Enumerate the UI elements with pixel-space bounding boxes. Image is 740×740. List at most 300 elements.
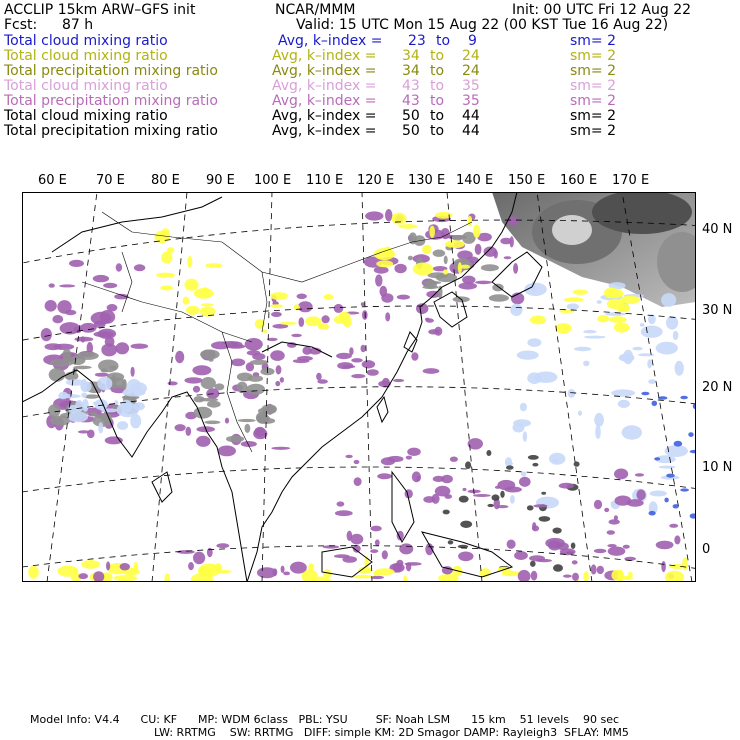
purple-cloud-patch xyxy=(116,263,122,271)
purple-cloud-patch xyxy=(316,373,322,380)
purple-cloud-patch xyxy=(484,247,497,257)
field-name: Total cloud mixing ratio xyxy=(4,78,168,94)
yellow-cloud-patch xyxy=(270,292,288,300)
lightblue-cloud-patch xyxy=(632,347,642,351)
field-k-end: 24 xyxy=(462,63,480,79)
purple-cloud-patch xyxy=(434,327,442,336)
yellow-cloud-patch xyxy=(609,316,627,323)
purple-cloud-patch xyxy=(354,460,360,464)
lightblue-cloud-patch xyxy=(82,399,89,412)
purple-cloud-patch xyxy=(335,510,353,516)
field-name: Total cloud mixing ratio xyxy=(4,33,168,49)
dark-cloud-patch xyxy=(448,540,454,544)
purple-cloud-patch xyxy=(393,379,404,382)
purple-cloud-patch xyxy=(283,572,290,576)
field-name: Total precipitation mixing ratio xyxy=(4,93,218,109)
yellow-cloud-patch xyxy=(611,570,623,581)
purple-cloud-patch xyxy=(392,563,402,572)
purple-cloud-patch xyxy=(271,447,290,450)
yellow-cloud-patch xyxy=(443,269,448,274)
gray-cloud-patch xyxy=(201,377,216,389)
purple-cloud-patch xyxy=(433,476,445,482)
lightblue-cloud-patch xyxy=(611,389,635,396)
blue-cloud-patch xyxy=(666,474,675,478)
field-averaging: Avg, k–index = xyxy=(272,63,377,79)
longitude-label: 110 E xyxy=(306,173,344,188)
purple-cloud-patch xyxy=(623,545,630,549)
lightblue-cloud-patch xyxy=(648,379,656,384)
model-info-line2: LW: RRTMG SW: RRTMG DIFF: simple KM: 2D Smagor DAMP: Rayleigh3 SFLAY: MM5 xyxy=(154,726,629,739)
forecast-map xyxy=(22,192,696,582)
purple-cloud-patch xyxy=(399,543,413,554)
forecast-hour: 87 h xyxy=(62,17,94,33)
field-k-end: 35 xyxy=(462,93,480,109)
purple-cloud-patch xyxy=(370,526,381,532)
lightblue-cloud-patch xyxy=(574,347,591,351)
purple-cloud-patch xyxy=(175,351,184,363)
latitude-label: 10 N xyxy=(702,460,733,475)
yellow-cloud-patch xyxy=(375,568,395,575)
yellow-cloud-patch xyxy=(57,566,78,577)
dark-cloud-patch xyxy=(574,461,580,466)
dark-cloud-patch xyxy=(459,496,469,503)
purple-cloud-patch xyxy=(504,256,512,259)
purple-cloud-patch xyxy=(252,353,265,360)
purple-cloud-patch xyxy=(94,331,114,337)
purple-cloud-patch xyxy=(656,541,674,550)
gray-cloud-patch xyxy=(204,421,220,425)
purple-cloud-patch xyxy=(594,549,607,553)
lightblue-cloud-patch xyxy=(650,491,667,497)
lightblue-cloud-patch xyxy=(595,425,601,439)
purple-cloud-patch xyxy=(93,571,104,582)
purple-cloud-patch xyxy=(597,566,604,574)
gray-cloud-patch xyxy=(110,366,117,370)
lightblue-cloud-patch xyxy=(584,336,606,339)
yellow-cloud-patch xyxy=(353,575,374,579)
longitude-label: 120 E xyxy=(357,173,395,188)
purple-cloud-patch xyxy=(365,211,383,220)
blue-cloud-patch xyxy=(654,457,660,460)
gray-cloud-patch xyxy=(101,368,108,372)
gray-cloud-patch xyxy=(452,235,463,240)
lightblue-cloud-patch xyxy=(597,300,602,304)
purple-cloud-patch xyxy=(225,418,229,424)
lightblue-cloud-patch xyxy=(659,466,676,469)
purple-cloud-patch xyxy=(397,295,410,300)
yellow-cloud-patch xyxy=(160,286,173,291)
gray-cloud-patch xyxy=(245,424,251,433)
lightblue-cloud-patch xyxy=(506,462,513,465)
purple-cloud-patch xyxy=(458,552,473,562)
yellow-cloud-patch xyxy=(183,297,190,305)
gray-cloud-patch xyxy=(481,264,499,271)
yellow-cloud-patch xyxy=(324,294,334,300)
purple-cloud-patch xyxy=(186,427,192,436)
purple-cloud-patch xyxy=(475,281,492,285)
purple-cloud-patch xyxy=(93,275,109,282)
field-k-start: 23 xyxy=(408,33,426,49)
yellow-cloud-patch xyxy=(156,273,175,278)
blue-cloud-patch xyxy=(649,511,656,516)
purple-cloud-patch xyxy=(514,551,528,560)
purple-cloud-patch xyxy=(354,477,362,486)
field-averaging: Avg, k–index = xyxy=(272,108,377,124)
purple-cloud-patch xyxy=(406,456,412,460)
lightblue-cloud-patch xyxy=(567,303,579,309)
longitude-label: 80 E xyxy=(151,173,180,188)
purple-cloud-patch xyxy=(298,301,313,312)
blue-cloud-patch xyxy=(680,396,688,400)
purple-cloud-patch xyxy=(59,284,75,287)
yellow-cloud-patch xyxy=(682,557,688,570)
purple-cloud-patch xyxy=(545,538,565,548)
purple-cloud-patch xyxy=(361,345,366,352)
field-k-to: to xyxy=(430,108,445,124)
purple-cloud-patch xyxy=(614,469,628,480)
gray-cloud-patch xyxy=(433,250,446,257)
dark-cloud-patch xyxy=(539,516,551,522)
field-smoothing: sm= 2 xyxy=(570,108,617,124)
yellow-cloud-patch xyxy=(628,572,633,577)
purple-cloud-patch xyxy=(297,356,313,361)
purple-cloud-patch xyxy=(604,508,609,512)
field-k-to: to xyxy=(430,123,445,139)
field-k-to: to xyxy=(430,93,445,109)
purple-cloud-patch xyxy=(231,359,245,367)
longitude-label: 70 E xyxy=(96,173,125,188)
purple-cloud-patch xyxy=(531,571,538,581)
lightblue-cloud-patch xyxy=(81,393,87,398)
yellow-cloud-patch xyxy=(564,297,584,302)
field-averaging: Avg, k–index = xyxy=(272,48,377,64)
lightblue-cloud-patch xyxy=(117,403,139,418)
yellow-cloud-patch xyxy=(398,224,417,229)
purple-cloud-patch xyxy=(302,347,311,355)
purple-cloud-patch xyxy=(106,561,110,570)
lightblue-cloud-patch xyxy=(66,379,85,386)
lightblue-cloud-patch xyxy=(578,411,582,416)
lightblue-cloud-patch xyxy=(666,316,678,330)
purple-cloud-patch xyxy=(336,353,352,359)
field-k-start: 34 xyxy=(402,48,420,64)
field-k-start: 43 xyxy=(402,93,420,109)
purple-cloud-patch xyxy=(510,236,514,247)
longitude-label: 130 E xyxy=(408,173,446,188)
init-time: Init: 00 UTC Fri 12 Aug 22 xyxy=(512,2,692,18)
purple-cloud-patch xyxy=(385,312,390,321)
gray-cloud-patch xyxy=(207,401,221,408)
dark-cloud-patch xyxy=(553,564,563,572)
dark-cloud-patch xyxy=(541,492,546,495)
yellow-cloud-patch xyxy=(468,216,473,227)
gray-cloud-patch xyxy=(453,258,472,270)
gray-cloud-patch xyxy=(73,366,91,370)
purple-cloud-patch xyxy=(661,561,666,572)
yellow-cloud-patch xyxy=(564,324,569,330)
purple-cloud-patch xyxy=(615,496,632,506)
purple-cloud-patch xyxy=(91,312,112,325)
field-smoothing: sm= 2 xyxy=(570,93,617,109)
lightblue-cloud-patch xyxy=(517,351,539,360)
field-k-end: 9 xyxy=(468,33,477,49)
field-name: Total cloud mixing ratio xyxy=(4,108,168,124)
purple-cloud-patch xyxy=(608,547,626,556)
yellow-cloud-patch xyxy=(376,260,393,267)
purple-cloud-patch xyxy=(513,263,518,274)
yellow-cloud-patch xyxy=(279,322,297,325)
yellow-cloud-patch xyxy=(318,323,329,330)
lightblue-cloud-patch xyxy=(527,338,541,347)
purple-cloud-patch xyxy=(351,374,365,378)
lightblue-cloud-patch xyxy=(622,425,642,439)
purple-cloud-patch xyxy=(228,342,237,348)
yellow-cloud-patch xyxy=(429,226,435,238)
field-k-start: 34 xyxy=(402,63,420,79)
yellow-cloud-patch xyxy=(614,322,629,332)
purple-cloud-patch xyxy=(345,455,352,458)
purple-cloud-patch xyxy=(458,282,477,289)
purple-cloud-patch xyxy=(337,501,345,506)
purple-cloud-patch xyxy=(519,477,531,487)
purple-cloud-patch xyxy=(412,471,421,482)
purple-cloud-patch xyxy=(69,260,84,267)
yellow-cloud-patch xyxy=(583,571,589,582)
purple-cloud-patch xyxy=(322,315,330,323)
gray-cloud-patch xyxy=(50,359,74,367)
purple-cloud-patch xyxy=(218,446,236,457)
yellow-cloud-patch xyxy=(458,262,462,274)
purple-cloud-patch xyxy=(382,550,388,559)
dark-cloud-patch xyxy=(532,463,538,467)
gray-cloud-patch xyxy=(237,373,253,382)
longitude-label: 100 E xyxy=(254,173,292,188)
purple-cloud-patch xyxy=(317,379,328,384)
purple-cloud-patch xyxy=(370,549,378,553)
purple-cloud-patch xyxy=(57,300,71,314)
blue-cloud-patch xyxy=(688,432,693,437)
lightblue-cloud-patch xyxy=(98,422,103,433)
purple-cloud-patch xyxy=(669,524,678,528)
lightblue-cloud-patch xyxy=(673,331,679,340)
field-name: Total cloud mixing ratio xyxy=(4,48,168,64)
lightblue-cloud-patch xyxy=(648,315,656,325)
gray-cloud-patch xyxy=(444,256,448,265)
purple-cloud-patch xyxy=(518,570,531,582)
purple-cloud-patch xyxy=(377,473,392,479)
yellow-cloud-patch xyxy=(604,288,618,299)
latitude-label: 40 N xyxy=(702,222,733,237)
lightblue-cloud-patch xyxy=(619,354,635,362)
purple-cloud-patch xyxy=(271,312,282,317)
gray-cloud-patch xyxy=(246,384,265,395)
purple-cloud-patch xyxy=(375,539,380,545)
lightblue-cloud-patch xyxy=(656,342,678,355)
dark-cloud-patch xyxy=(492,494,500,500)
purple-cloud-patch xyxy=(334,554,350,558)
purple-cloud-patch xyxy=(49,283,55,287)
gray-cloud-patch xyxy=(226,436,244,443)
purple-cloud-patch xyxy=(444,494,452,499)
blue-cloud-patch xyxy=(664,498,668,503)
yellow-cloud-patch xyxy=(81,560,100,569)
purple-cloud-patch xyxy=(54,344,75,350)
purple-cloud-patch xyxy=(193,386,200,393)
purple-cloud-patch xyxy=(475,244,482,255)
lightblue-cloud-patch xyxy=(117,421,128,430)
purple-cloud-patch xyxy=(253,428,267,439)
purple-cloud-patch xyxy=(350,534,363,545)
lightblue-cloud-patch xyxy=(641,326,663,338)
field-k-end: 24 xyxy=(462,48,480,64)
yellow-cloud-patch xyxy=(161,252,172,264)
purple-cloud-patch xyxy=(351,358,363,362)
yellow-cloud-patch xyxy=(502,571,520,577)
lightblue-cloud-patch xyxy=(594,413,604,427)
purple-cloud-patch xyxy=(380,286,388,297)
purple-cloud-patch xyxy=(290,562,307,574)
purple-cloud-patch xyxy=(188,562,194,570)
field-averaging: Avg, k–index = xyxy=(272,78,377,94)
purple-cloud-patch xyxy=(423,368,440,374)
lightblue-cloud-patch xyxy=(549,453,565,465)
blue-cloud-patch xyxy=(652,401,658,406)
purple-cloud-patch xyxy=(334,304,344,313)
lightblue-cloud-patch xyxy=(505,457,512,467)
dark-cloud-patch xyxy=(465,461,471,469)
lightblue-cloud-patch xyxy=(97,377,112,391)
purple-cloud-patch xyxy=(95,373,109,377)
lightblue-cloud-patch xyxy=(583,330,596,333)
latitude-label: 20 N xyxy=(702,380,733,395)
yellow-cloud-patch xyxy=(620,296,640,304)
lightblue-cloud-patch xyxy=(510,304,522,316)
purple-cloud-patch xyxy=(591,564,597,574)
lightblue-cloud-patch xyxy=(675,361,684,376)
yellow-cloud-patch xyxy=(555,323,571,333)
yellow-cloud-patch xyxy=(187,256,192,268)
purple-cloud-patch xyxy=(87,430,95,439)
dark-cloud-patch xyxy=(571,543,576,549)
purple-cloud-patch xyxy=(103,283,117,288)
lightblue-cloud-patch xyxy=(640,323,645,327)
dark-cloud-patch xyxy=(528,455,539,460)
lightblue-cloud-patch xyxy=(568,389,576,398)
field-smoothing: sm= 2 xyxy=(570,78,617,94)
purple-cloud-patch xyxy=(105,336,115,346)
yellow-cloud-patch xyxy=(617,307,625,312)
dark-cloud-patch xyxy=(487,504,494,507)
lightblue-cloud-patch xyxy=(527,372,541,384)
purple-cloud-patch xyxy=(41,328,52,341)
field-averaging: Avg, k–index = xyxy=(278,33,383,49)
purple-cloud-patch xyxy=(635,473,644,476)
dark-cloud-patch xyxy=(443,510,450,515)
blue-cloud-patch xyxy=(641,392,649,396)
purple-cloud-patch xyxy=(394,264,406,273)
dark-cloud-patch xyxy=(506,465,514,469)
yellow-cloud-patch xyxy=(413,263,433,276)
field-smoothing: sm= 2 xyxy=(570,48,617,64)
purple-cloud-patch xyxy=(78,573,88,579)
purple-cloud-patch xyxy=(507,216,520,225)
model-info-line1: Model Info: V4.4 CU: KF MP: WDM 6class PBL: YSU SF: Noah LSM 15 km 51 levels 90 sec xyxy=(30,713,620,726)
lightblue-cloud-patch xyxy=(513,419,531,427)
organization-label: NCAR/MMM xyxy=(275,2,356,18)
purple-cloud-patch xyxy=(280,377,284,383)
field-k-end: 44 xyxy=(462,108,480,124)
purple-cloud-patch xyxy=(175,424,186,431)
purple-cloud-patch xyxy=(674,535,680,544)
gray-cloud-patch xyxy=(194,407,213,419)
dark-cloud-patch xyxy=(500,491,504,498)
map-title: ACCLIP 15km ARW–GFS init xyxy=(4,2,196,18)
purple-cloud-patch xyxy=(607,530,615,535)
purple-cloud-patch xyxy=(193,552,205,565)
purple-cloud-patch xyxy=(120,563,130,570)
dark-cloud-patch xyxy=(460,521,472,528)
lightblue-cloud-patch xyxy=(552,459,559,462)
purple-cloud-patch xyxy=(432,494,440,504)
yellow-cloud-patch xyxy=(114,575,138,581)
yellow-cloud-patch xyxy=(194,288,214,299)
yellow-cloud-patch xyxy=(597,315,609,322)
purple-cloud-patch xyxy=(81,336,85,342)
field-averaging: Avg, k–index = xyxy=(272,123,377,139)
yellow-cloud-patch xyxy=(435,212,453,219)
field-averaging: Avg, k–index = xyxy=(272,93,377,109)
gray-cloud-patch xyxy=(122,379,127,390)
yellow-cloud-patch xyxy=(201,303,214,306)
purple-cloud-patch xyxy=(116,342,130,354)
gray-cloud-patch xyxy=(215,383,225,390)
purple-cloud-patch xyxy=(131,367,135,377)
field-smoothing: sm= 2 xyxy=(570,123,617,139)
purple-cloud-patch xyxy=(532,522,536,530)
field-k-to: to xyxy=(430,78,445,94)
yellow-cloud-patch xyxy=(573,290,589,295)
purple-cloud-patch xyxy=(367,369,379,376)
purple-cloud-patch xyxy=(52,315,63,323)
field-k-to: to xyxy=(436,33,451,49)
gray-cloud-patch xyxy=(492,284,503,292)
purple-cloud-patch xyxy=(406,562,411,571)
purple-cloud-patch xyxy=(375,274,382,286)
purple-cloud-patch xyxy=(134,264,145,271)
purple-cloud-patch xyxy=(374,267,389,274)
purple-cloud-patch xyxy=(245,338,263,351)
purple-cloud-patch xyxy=(572,560,578,564)
purple-cloud-patch xyxy=(207,548,213,557)
purple-cloud-patch xyxy=(297,294,307,300)
yellow-cloud-patch xyxy=(262,329,267,333)
longitude-label: 90 E xyxy=(206,173,235,188)
blue-cloud-patch xyxy=(658,396,667,399)
yellow-cloud-patch xyxy=(473,225,481,238)
purple-cloud-patch xyxy=(361,302,365,306)
lightblue-cloud-patch xyxy=(661,293,676,307)
purple-cloud-patch xyxy=(387,456,403,462)
gray-cloud-patch xyxy=(489,294,509,302)
purple-cloud-patch xyxy=(563,575,572,578)
purple-cloud-patch xyxy=(196,436,211,447)
yellow-cloud-patch xyxy=(339,312,351,319)
lightblue-cloud-patch xyxy=(114,400,118,405)
lightblue-cloud-patch xyxy=(647,359,652,368)
yellow-cloud-patch xyxy=(28,565,39,578)
purple-cloud-patch xyxy=(411,352,418,361)
purple-cloud-patch xyxy=(291,334,302,337)
